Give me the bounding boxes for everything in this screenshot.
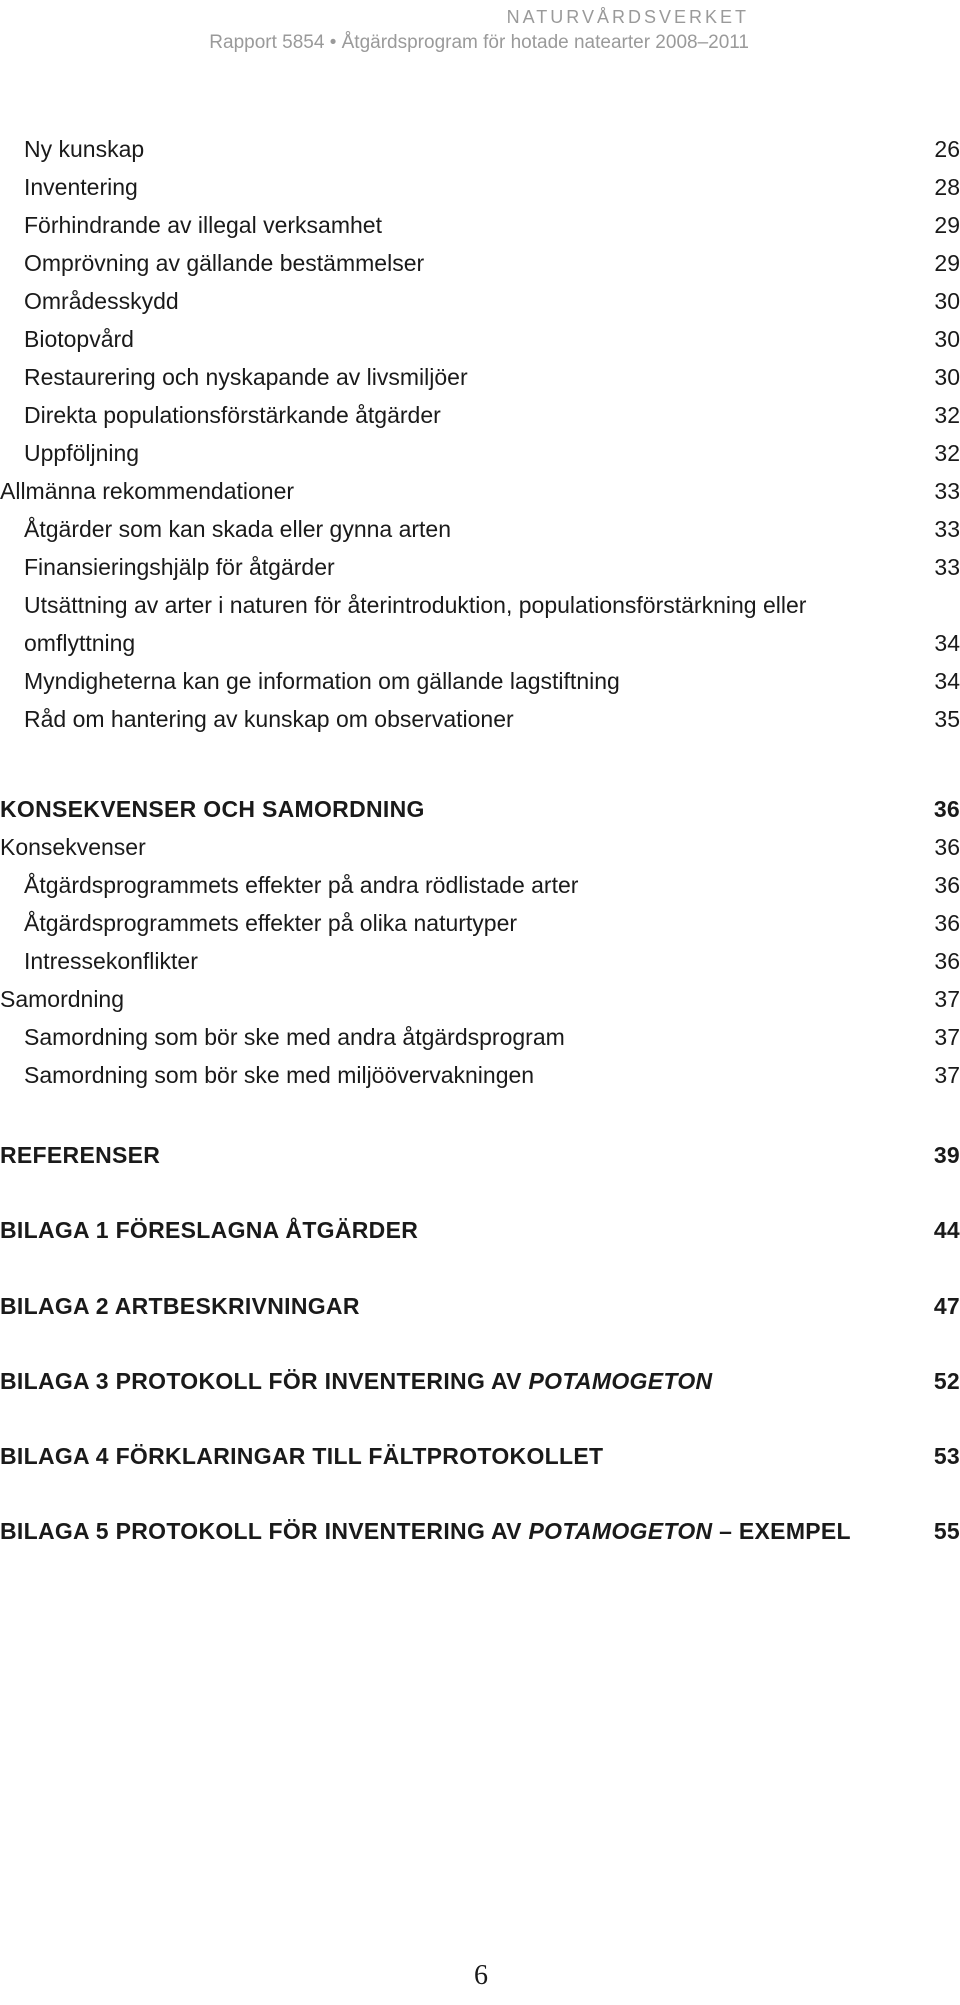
toc-entry-title: Myndigheterna kan ge information om gällande lagstiftning bbox=[24, 668, 620, 694]
toc-entry-page: 34 bbox=[934, 630, 960, 656]
toc-entry[interactable] bbox=[0, 320, 960, 358]
toc-heading[interactable] bbox=[0, 1136, 960, 1174]
toc-heading[interactable] bbox=[0, 790, 960, 828]
toc-heading[interactable] bbox=[0, 1287, 960, 1325]
toc-entry-title: Inventering bbox=[24, 174, 138, 200]
toc-entry[interactable] bbox=[0, 662, 960, 700]
toc-entry[interactable] bbox=[0, 358, 960, 396]
page-number: 6 bbox=[474, 1960, 488, 1991]
toc-entry-page: 33 bbox=[934, 516, 960, 542]
toc-entry-title: Områdesskydd bbox=[24, 288, 179, 314]
toc-entry-page: 34 bbox=[934, 668, 960, 694]
toc-entry-title: Allmänna rekommendationer bbox=[0, 478, 295, 504]
toc-entry-title: Ny kunskap bbox=[24, 136, 145, 162]
toc-entry-title: Samordning som bör ske med andra åtgärdsprogram bbox=[24, 1024, 565, 1050]
toc-entry[interactable] bbox=[0, 586, 960, 624]
toc-entry-page: 36 bbox=[934, 910, 960, 936]
toc-entry-title: Omprövning av gällande bestämmelser bbox=[24, 250, 425, 276]
toc-entry-page: 32 bbox=[934, 402, 960, 428]
toc-entry[interactable] bbox=[0, 244, 960, 282]
toc-heading-page: 53 bbox=[933, 1443, 960, 1469]
toc-entry[interactable] bbox=[0, 942, 960, 980]
toc-entry-page: 30 bbox=[934, 364, 960, 390]
toc-entry[interactable] bbox=[0, 282, 960, 320]
toc-entry-page: 32 bbox=[934, 440, 960, 466]
toc-entry-title: Utsättning av arter i naturen för återintroduktion, populationsförstärkning eller bbox=[24, 592, 807, 618]
toc-heading-page: 47 bbox=[933, 1293, 960, 1319]
toc-entry-page: 29 bbox=[934, 250, 960, 276]
toc-entry[interactable] bbox=[0, 700, 960, 738]
toc-entry-title: Biotopvård bbox=[24, 326, 134, 352]
toc-entry-page: 33 bbox=[934, 478, 960, 504]
toc-entry-page: 36 bbox=[934, 948, 960, 974]
toc-entry-page: 30 bbox=[934, 288, 960, 314]
toc-heading-page: 55 bbox=[933, 1518, 960, 1544]
toc-heading-title: BILAGA 3 PROTOKOLL FÖR INVENTERING AV POTAMOGETON bbox=[0, 1368, 713, 1394]
toc-entry[interactable] bbox=[0, 904, 960, 942]
toc-heading-title: REFERENSER bbox=[0, 1142, 161, 1168]
toc-entry-title: Konsekvenser bbox=[0, 834, 146, 860]
toc-heading-title: BILAGA 1 FÖRESLAGNA ÅTGÄRDER bbox=[0, 1217, 419, 1243]
header-organization: NATURVÅRDSVERKET bbox=[506, 7, 749, 27]
toc-entry-title: Samordning som bör ske med miljöövervakningen bbox=[24, 1062, 535, 1088]
header-report-title: Rapport 5854 • Åtgärdsprogram för hotade natearter 2008–2011 bbox=[209, 32, 749, 53]
toc-entry[interactable] bbox=[0, 866, 960, 904]
toc-heading[interactable] bbox=[0, 1362, 960, 1400]
toc-entry[interactable] bbox=[0, 980, 960, 1018]
toc-heading-title: BILAGA 2 ARTBESKRIVNINGAR bbox=[0, 1293, 360, 1319]
toc-entry[interactable] bbox=[0, 1018, 960, 1056]
toc-heading-page: 39 bbox=[933, 1142, 960, 1168]
toc-entry[interactable] bbox=[0, 434, 960, 472]
toc-heading-page: 52 bbox=[933, 1368, 960, 1394]
toc-entry-title: omflyttning bbox=[24, 630, 136, 656]
toc-entry[interactable] bbox=[0, 396, 960, 434]
toc-entry-page: 35 bbox=[934, 706, 960, 732]
toc-entry[interactable] bbox=[0, 206, 960, 244]
toc-heading-title: KONSEKVENSER OCH SAMORDNING bbox=[0, 796, 425, 822]
toc-heading-title: BILAGA 5 PROTOKOLL FÖR INVENTERING AV POTAMOGETON – EXEMPEL bbox=[0, 1518, 851, 1544]
toc-entry-title: Förhindrande av illegal verksamhet bbox=[24, 212, 382, 238]
toc-heading-page: 36 bbox=[933, 796, 960, 822]
toc-heading[interactable] bbox=[0, 1437, 960, 1475]
toc-entry-page: 36 bbox=[934, 834, 960, 860]
toc-heading[interactable] bbox=[0, 1512, 960, 1550]
toc-heading[interactable] bbox=[0, 1211, 960, 1249]
toc-entry[interactable] bbox=[0, 510, 960, 548]
toc-entry-page: 37 bbox=[934, 1062, 960, 1088]
toc-entry[interactable] bbox=[0, 472, 960, 510]
toc-entry-page: 29 bbox=[934, 212, 960, 238]
page-header bbox=[209, 4, 749, 56]
toc-entry-title: Finansieringshjälp för åtgärder bbox=[24, 554, 335, 580]
toc-entry-title: Råd om hantering av kunskap om observationer bbox=[24, 706, 514, 732]
toc-entry[interactable] bbox=[0, 828, 960, 866]
toc-entry-title: Åtgärder som kan skada eller gynna arten bbox=[24, 516, 452, 542]
toc-entry-page: 37 bbox=[934, 986, 960, 1012]
toc-heading-page: 44 bbox=[933, 1217, 960, 1243]
toc-entry-page: 37 bbox=[934, 1024, 960, 1050]
toc-entry-title: Åtgärdsprogrammets effekter på olika naturtyper bbox=[24, 910, 518, 936]
toc-entry-page: 30 bbox=[934, 326, 960, 352]
toc-entry-page: 36 bbox=[934, 872, 960, 898]
toc-entry-title: Direkta populationsförstärkande åtgärder bbox=[24, 402, 441, 428]
toc-entry-page: 28 bbox=[934, 174, 960, 200]
toc-heading-title: BILAGA 4 FÖRKLARINGAR TILL FÄLTPROTOKOLLET bbox=[0, 1443, 604, 1469]
toc-entry-title: Åtgärdsprogrammets effekter på andra rödlistade arter bbox=[24, 872, 579, 898]
toc-entry-page: 26 bbox=[934, 136, 960, 162]
toc-entry[interactable] bbox=[0, 168, 960, 206]
toc-entry[interactable] bbox=[0, 1056, 960, 1094]
toc-entry-title: Restaurering och nyskapande av livsmiljöer bbox=[24, 364, 468, 390]
toc-entry[interactable] bbox=[0, 548, 960, 586]
toc-entry-title: Samordning bbox=[0, 986, 125, 1012]
toc-entry[interactable] bbox=[0, 624, 960, 662]
toc-entry-page: 33 bbox=[934, 554, 960, 580]
toc-entry-title: Intressekonflikter bbox=[24, 948, 198, 974]
toc-entry-title: Uppföljning bbox=[24, 440, 140, 466]
toc-entry[interactable] bbox=[0, 130, 960, 168]
